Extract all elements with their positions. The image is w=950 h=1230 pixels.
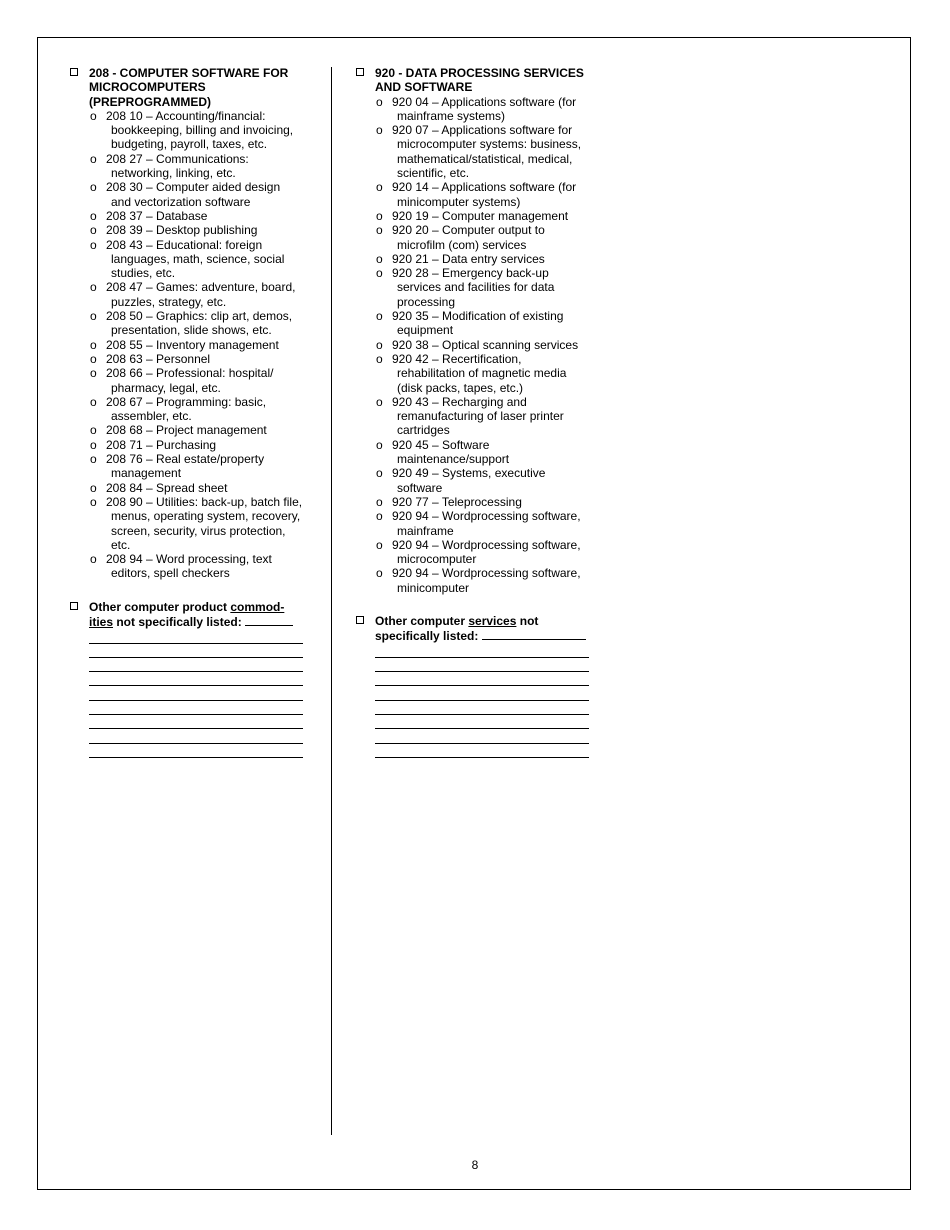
item-text: 208 76 – Real estate/property management (106, 452, 265, 481)
fill-in-line[interactable] (375, 644, 589, 658)
list-item (375, 123, 596, 180)
item-text: 920 19 – Computer management (392, 208, 569, 223)
page-number: 8 (471, 1158, 479, 1172)
fill-in-line[interactable] (375, 658, 589, 672)
bullet-icon: o (376, 537, 383, 552)
list-item (89, 481, 310, 495)
item-text: 920 21 – Data entry services (392, 251, 545, 266)
fill-in-line[interactable] (89, 686, 303, 700)
item-text: 208 63 – Personnel (106, 351, 211, 366)
bullet-icon: o (376, 509, 383, 524)
bullet-icon: o (376, 94, 383, 109)
item-text: 920 77 – Teleprocessing (392, 494, 522, 509)
list-item (375, 95, 596, 124)
bullet-icon: o (376, 180, 383, 195)
fill-in-line[interactable] (375, 686, 589, 700)
fill-in-line[interactable] (375, 715, 589, 729)
section-920 (356, 66, 596, 595)
item-text: 208 84 – Spread sheet (106, 480, 228, 495)
item-text: 920 49 – Systems, executive software (392, 466, 546, 495)
item-text: 208 47 – Games: adventure, board, puzzles, strategy, etc. (106, 280, 296, 309)
item-text: 920 38 – Optical scanning services (392, 337, 579, 352)
bullet-icon: o (376, 309, 383, 324)
other-commodities-label: Other computer product commod- ities not specifically listed: (89, 600, 310, 630)
list-item (89, 438, 310, 452)
list-item (375, 338, 596, 352)
bullet-icon: o (90, 452, 97, 467)
section-208 (70, 66, 310, 581)
fill-in-line[interactable] (482, 628, 586, 640)
list-item (375, 438, 596, 467)
list-item (375, 209, 596, 223)
bullet-icon: o (376, 123, 383, 138)
item-text: 208 37 – Database (106, 208, 208, 223)
list-item (375, 566, 596, 595)
item-text: 920 14 – Applications software (for minicomputer systems) (392, 180, 577, 209)
column-divider (331, 67, 332, 1135)
list-item (375, 180, 596, 209)
bullet-icon: o (90, 394, 97, 409)
fill-in-line[interactable] (89, 658, 303, 672)
bullet-icon: o (90, 237, 97, 252)
bullet-icon: o (90, 223, 97, 238)
fill-in-line[interactable] (245, 614, 293, 626)
item-text: 920 94 – Wordprocessing software, mainframe (392, 509, 581, 538)
checkbox[interactable] (70, 68, 78, 76)
list-item (375, 495, 596, 509)
item-text: 208 90 – Utilities: back-up, batch file, menus, operating system, recovery, screen, security, virus protection, etc. (106, 494, 303, 552)
bullet-icon: o (376, 351, 383, 366)
item-text: 920 28 – Emergency back-up services and facilities for data processing (392, 266, 555, 309)
bullet-icon: o (90, 351, 97, 366)
fill-in-line[interactable] (89, 672, 303, 686)
item-text: 208 10 – Accounting/financial: bookkeeping, billing and invoicing, budgeting, payroll, taxes, etc. (106, 108, 294, 152)
list-item (375, 509, 596, 538)
bullet-icon: o (90, 366, 97, 381)
fill-in-line[interactable] (89, 729, 303, 743)
left-column (70, 66, 310, 758)
list-item (89, 395, 310, 424)
item-text: 208 27 – Communications: networking, linking, etc. (106, 151, 249, 181)
bullet-icon: o (376, 394, 383, 409)
list-item (89, 338, 310, 352)
checkbox[interactable] (356, 616, 364, 624)
bullet-icon: o (376, 494, 383, 509)
item-text: 920 42 – Recertification, rehabilitation of magnetic media (disk packs, tapes, etc.) (392, 351, 567, 395)
section-other-services (356, 614, 596, 758)
list-item (89, 366, 310, 395)
list-item (375, 352, 596, 395)
item-text: 208 71 – Purchasing (106, 437, 217, 452)
item-text: 920 04 – Applications software (for mainframe systems) (392, 94, 577, 123)
item-text: 920 35 – Modification of existing equipment (392, 309, 564, 338)
list-item (89, 109, 310, 152)
item-text: 208 39 – Desktop publishing (106, 223, 258, 238)
list-item (375, 466, 596, 495)
list-item (375, 223, 596, 252)
item-list (375, 95, 596, 595)
fill-in-line[interactable] (375, 729, 589, 743)
item-text: 920 20 – Computer output to microfilm (com) services (392, 223, 545, 252)
list-item (89, 352, 310, 366)
bullet-icon: o (376, 337, 383, 352)
right-column (356, 66, 596, 758)
bullet-icon: o (90, 280, 97, 295)
fill-in-line[interactable] (89, 644, 303, 658)
list-item (89, 238, 310, 281)
item-text: 920 94 – Wordprocessing software, microcomputer (392, 537, 581, 567)
item-text: 920 43 – Recharging and remanufacturing of laser printer cartridges (392, 394, 564, 438)
bullet-icon: o (90, 552, 97, 567)
item-text: 208 30 – Computer aided design and vectorization software (106, 180, 281, 209)
item-text: 208 55 – Inventory management (106, 337, 279, 352)
fill-in-line[interactable] (375, 701, 589, 715)
checkbox[interactable] (70, 602, 78, 610)
bullet-icon: o (90, 337, 97, 352)
bullet-icon: o (90, 423, 97, 438)
bullet-icon: o (376, 208, 383, 223)
bullet-icon: o (90, 494, 97, 509)
item-text: 208 68 – Project management (106, 423, 267, 438)
list-item (89, 452, 310, 481)
item-text: 208 43 – Educational: foreign languages, math, science, social studies, etc. (106, 237, 285, 281)
bullet-icon: o (90, 208, 97, 223)
bullet-icon: o (90, 437, 97, 452)
list-item (89, 180, 310, 209)
fill-in-line[interactable] (89, 629, 303, 643)
fill-in-line[interactable] (89, 715, 303, 729)
list-item (89, 280, 310, 309)
bullet-icon: o (376, 566, 383, 581)
bullet-icon: o (376, 466, 383, 481)
item-text: 208 50 – Graphics: clip art, demos, presentation, slide shows, etc. (106, 309, 293, 338)
list-item (375, 309, 596, 338)
fill-in-line[interactable] (375, 672, 589, 686)
list-item (89, 423, 310, 437)
list-item (375, 252, 596, 266)
fill-in-line[interactable] (89, 744, 303, 758)
bullet-icon: o (90, 151, 97, 166)
item-text: 208 67 – Programming: basic, assembler, etc. (106, 394, 267, 424)
item-text: 208 66 – Professional: hospital/ pharmacy, legal, etc. (106, 366, 274, 395)
item-list (89, 109, 310, 581)
fill-in-line[interactable] (375, 744, 589, 758)
item-text: 920 45 – Software maintenance/support (392, 437, 510, 467)
fill-in-lines[interactable] (89, 629, 310, 758)
list-item (89, 209, 310, 223)
bullet-icon: o (376, 251, 383, 266)
other-services-label: Other computer services not specifically listed: (375, 614, 596, 644)
list-item (89, 152, 310, 181)
bullet-icon: o (90, 108, 97, 123)
bullet-icon: o (90, 309, 97, 324)
list-item (89, 309, 310, 338)
section-heading: 920 - DATA PROCESSING SERVICES AND SOFTWARE (375, 66, 584, 95)
list-item (89, 495, 310, 552)
item-text: 920 94 – Wordprocessing software, minicomputer (392, 566, 581, 595)
bullet-icon: o (90, 180, 97, 195)
list-item (375, 395, 596, 438)
fill-in-line[interactable] (89, 701, 303, 715)
bullet-icon: o (376, 437, 383, 452)
list-item (375, 266, 596, 309)
bullet-icon: o (376, 223, 383, 238)
list-item (89, 223, 310, 237)
section-other-commodities (70, 600, 310, 758)
item-text: 920 07 – Applications software for microcomputer systems: business, mathematical/statistical, medical, scientific, etc. (392, 123, 582, 181)
bullet-icon: o (376, 266, 383, 281)
checkbox[interactable] (356, 68, 364, 76)
fill-in-lines[interactable] (375, 644, 596, 758)
list-item (375, 538, 596, 567)
item-text: 208 94 – Word processing, text editors, spell checkers (106, 552, 272, 581)
bullet-icon: o (90, 480, 97, 495)
section-heading: 208 - COMPUTER SOFTWARE FOR MICROCOMPUTERS (PREPROGRAMMED) (89, 66, 289, 109)
list-item (89, 552, 310, 581)
